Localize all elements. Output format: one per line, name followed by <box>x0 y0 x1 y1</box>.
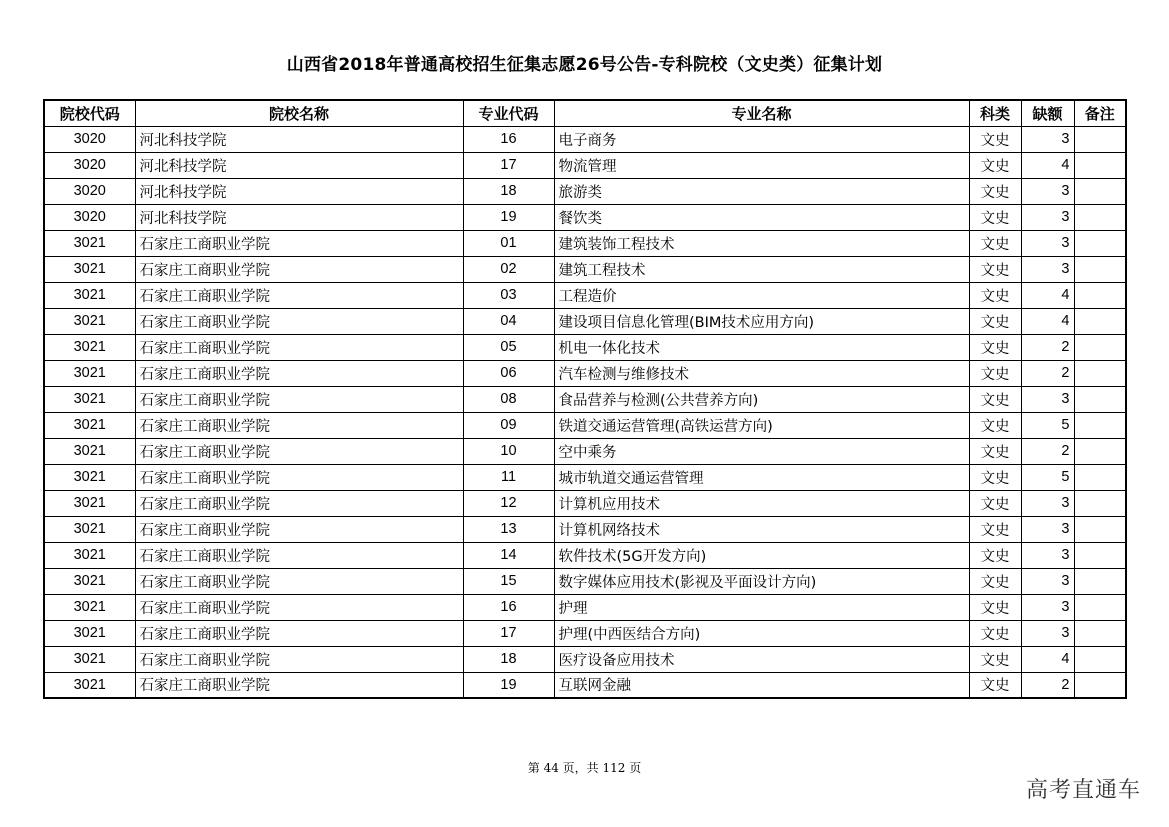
table-row <box>44 386 1126 412</box>
header-vacancy: 缺额 <box>1021 100 1074 126</box>
cell-category: 文史 <box>969 672 1021 698</box>
cell-school-name: 石家庄工商职业学院 <box>135 230 463 256</box>
table-row <box>44 256 1126 282</box>
cell-note <box>1074 126 1126 152</box>
cell-category: 文史 <box>969 490 1021 516</box>
header-school-code: 院校代码 <box>44 100 135 126</box>
cell-school-name: 石家庄工商职业学院 <box>135 334 463 360</box>
cell-major-name: 工程造价 <box>554 282 969 308</box>
cell-major-name: 建筑工程技术 <box>554 256 969 282</box>
cell-school-name: 石家庄工商职业学院 <box>135 620 463 646</box>
cell-vacancy: 2 <box>1021 672 1074 698</box>
cell-school-code: 3021 <box>44 438 135 464</box>
cell-vacancy: 4 <box>1021 646 1074 672</box>
cell-major-name: 电子商务 <box>554 126 969 152</box>
cell-note <box>1074 386 1126 412</box>
cell-category: 文史 <box>969 412 1021 438</box>
cell-category: 文史 <box>969 230 1021 256</box>
cell-major-name: 铁道交通运营管理(高铁运营方向) <box>554 412 969 438</box>
cell-major-code: 19 <box>463 672 554 698</box>
cell-category: 文史 <box>969 620 1021 646</box>
cell-vacancy: 2 <box>1021 334 1074 360</box>
cell-category: 文史 <box>969 438 1021 464</box>
table-row <box>44 438 1126 464</box>
cell-note <box>1074 438 1126 464</box>
cell-major-name: 空中乘务 <box>554 438 969 464</box>
table-row <box>44 620 1126 646</box>
cell-note <box>1074 620 1126 646</box>
cell-major-code: 10 <box>463 438 554 464</box>
cell-vacancy: 3 <box>1021 516 1074 542</box>
cell-vacancy: 3 <box>1021 620 1074 646</box>
cell-category: 文史 <box>969 542 1021 568</box>
table-row <box>44 230 1126 256</box>
cell-note <box>1074 412 1126 438</box>
cell-category: 文史 <box>969 516 1021 542</box>
cell-vacancy: 3 <box>1021 542 1074 568</box>
cell-category: 文史 <box>969 178 1021 204</box>
cell-school-name: 石家庄工商职业学院 <box>135 646 463 672</box>
cell-major-code: 17 <box>463 620 554 646</box>
cell-category: 文史 <box>969 386 1021 412</box>
cell-major-name: 护理(中西医结合方向) <box>554 620 969 646</box>
cell-major-name: 计算机网络技术 <box>554 516 969 542</box>
header-category: 科类 <box>969 100 1021 126</box>
cell-major-name: 建筑装饰工程技术 <box>554 230 969 256</box>
cell-note <box>1074 178 1126 204</box>
page-footer: 第 44 页，共 112 页 <box>527 761 642 775</box>
document-title: 山西省2018年普通高校招生征集志愿26号公告-专科院校（文史类）征集计划 <box>286 55 883 75</box>
cell-vacancy: 3 <box>1021 256 1074 282</box>
cell-school-code: 3020 <box>44 178 135 204</box>
cell-school-code: 3021 <box>44 256 135 282</box>
cell-school-code: 3021 <box>44 594 135 620</box>
cell-major-code: 14 <box>463 542 554 568</box>
cell-category: 文史 <box>969 152 1021 178</box>
cell-vacancy: 3 <box>1021 126 1074 152</box>
cell-major-code: 02 <box>463 256 554 282</box>
cell-vacancy: 3 <box>1021 178 1074 204</box>
cell-major-name: 医疗设备应用技术 <box>554 646 969 672</box>
cell-major-code: 03 <box>463 282 554 308</box>
cell-school-name: 石家庄工商职业学院 <box>135 438 463 464</box>
table-row <box>44 360 1126 386</box>
cell-category: 文史 <box>969 594 1021 620</box>
cell-school-name: 石家庄工商职业学院 <box>135 542 463 568</box>
cell-major-name: 软件技术(5G开发方向) <box>554 542 969 568</box>
cell-vacancy: 2 <box>1021 360 1074 386</box>
cell-vacancy: 3 <box>1021 230 1074 256</box>
cell-note <box>1074 490 1126 516</box>
cell-school-name: 石家庄工商职业学院 <box>135 282 463 308</box>
table-row <box>44 490 1126 516</box>
cell-vacancy: 3 <box>1021 568 1074 594</box>
cell-major-code: 18 <box>463 178 554 204</box>
table-row <box>44 568 1126 594</box>
cell-school-name: 石家庄工商职业学院 <box>135 386 463 412</box>
cell-major-code: 05 <box>463 334 554 360</box>
cell-category: 文史 <box>969 334 1021 360</box>
cell-major-name: 汽车检测与维修技术 <box>554 360 969 386</box>
cell-school-code: 3021 <box>44 230 135 256</box>
cell-major-code: 08 <box>463 386 554 412</box>
cell-major-name: 数字媒体应用技术(影视及平面设计方向) <box>554 568 969 594</box>
cell-note <box>1074 360 1126 386</box>
cell-school-code: 3021 <box>44 360 135 386</box>
table-row <box>44 594 1126 620</box>
cell-school-name: 石家庄工商职业学院 <box>135 490 463 516</box>
cell-major-name: 机电一体化技术 <box>554 334 969 360</box>
table-row <box>44 178 1126 204</box>
cell-school-name: 石家庄工商职业学院 <box>135 256 463 282</box>
cell-note <box>1074 542 1126 568</box>
cell-major-code: 13 <box>463 516 554 542</box>
cell-category: 文史 <box>969 464 1021 490</box>
cell-school-code: 3020 <box>44 126 135 152</box>
cell-school-code: 3021 <box>44 464 135 490</box>
table-row <box>44 412 1126 438</box>
cell-vacancy: 3 <box>1021 594 1074 620</box>
table-header-row <box>44 100 1126 126</box>
cell-major-name: 互联网金融 <box>554 672 969 698</box>
cell-school-code: 3021 <box>44 308 135 334</box>
cell-major-name: 护理 <box>554 594 969 620</box>
header-note: 备注 <box>1074 100 1126 126</box>
cell-major-code: 16 <box>463 126 554 152</box>
cell-school-name: 石家庄工商职业学院 <box>135 594 463 620</box>
cell-vacancy: 5 <box>1021 412 1074 438</box>
cell-school-code: 3020 <box>44 204 135 230</box>
cell-note <box>1074 204 1126 230</box>
cell-vacancy: 4 <box>1021 282 1074 308</box>
table-row <box>44 646 1126 672</box>
cell-note <box>1074 646 1126 672</box>
cell-major-code: 06 <box>463 360 554 386</box>
cell-category: 文史 <box>969 568 1021 594</box>
cell-school-name: 石家庄工商职业学院 <box>135 412 463 438</box>
table-row <box>44 542 1126 568</box>
cell-school-code: 3021 <box>44 412 135 438</box>
cell-note <box>1074 568 1126 594</box>
table-row <box>44 152 1126 178</box>
header-major-name: 专业名称 <box>554 100 969 126</box>
cell-note <box>1074 152 1126 178</box>
cell-school-name: 石家庄工商职业学院 <box>135 308 463 334</box>
cell-school-code: 3021 <box>44 646 135 672</box>
cell-note <box>1074 464 1126 490</box>
cell-vacancy: 2 <box>1021 438 1074 464</box>
cell-category: 文史 <box>969 646 1021 672</box>
cell-school-code: 3021 <box>44 568 135 594</box>
cell-major-name: 餐饮类 <box>554 204 969 230</box>
cell-major-code: 01 <box>463 230 554 256</box>
cell-school-code: 3021 <box>44 334 135 360</box>
cell-school-name: 河北科技学院 <box>135 204 463 230</box>
cell-school-code: 3021 <box>44 490 135 516</box>
cell-note <box>1074 516 1126 542</box>
cell-major-code: 09 <box>463 412 554 438</box>
cell-school-name: 石家庄工商职业学院 <box>135 464 463 490</box>
cell-note <box>1074 230 1126 256</box>
cell-vacancy: 3 <box>1021 386 1074 412</box>
cell-school-code: 3021 <box>44 516 135 542</box>
cell-major-code: 04 <box>463 308 554 334</box>
cell-category: 文史 <box>969 126 1021 152</box>
watermark-text: 高考直通车 <box>1025 778 1141 803</box>
cell-note <box>1074 672 1126 698</box>
cell-major-name: 建设项目信息化管理(BIM技术应用方向) <box>554 308 969 334</box>
table-row <box>44 308 1126 334</box>
cell-vacancy: 3 <box>1021 490 1074 516</box>
cell-major-code: 18 <box>463 646 554 672</box>
header-major-code: 专业代码 <box>463 100 554 126</box>
cell-school-code: 3021 <box>44 620 135 646</box>
table-row <box>44 204 1126 230</box>
cell-major-name: 旅游类 <box>554 178 969 204</box>
cell-school-name: 河北科技学院 <box>135 152 463 178</box>
cell-major-code: 16 <box>463 594 554 620</box>
cell-major-code: 15 <box>463 568 554 594</box>
cell-category: 文史 <box>969 282 1021 308</box>
cell-school-name: 石家庄工商职业学院 <box>135 516 463 542</box>
cell-vacancy: 5 <box>1021 464 1074 490</box>
cell-category: 文史 <box>969 360 1021 386</box>
cell-major-name: 城市轨道交通运营管理 <box>554 464 969 490</box>
cell-note <box>1074 282 1126 308</box>
cell-note <box>1074 594 1126 620</box>
cell-category: 文史 <box>969 308 1021 334</box>
cell-school-code: 3021 <box>44 386 135 412</box>
table-row <box>44 282 1126 308</box>
cell-major-code: 11 <box>463 464 554 490</box>
cell-major-name: 物流管理 <box>554 152 969 178</box>
cell-major-code: 12 <box>463 490 554 516</box>
cell-major-name: 计算机应用技术 <box>554 490 969 516</box>
table-row <box>44 334 1126 360</box>
table-row <box>44 464 1126 490</box>
table-row <box>44 516 1126 542</box>
cell-school-name: 石家庄工商职业学院 <box>135 360 463 386</box>
cell-major-name: 食品营养与检测(公共营养方向) <box>554 386 969 412</box>
table-row <box>44 126 1126 152</box>
cell-school-code: 3020 <box>44 152 135 178</box>
cell-vacancy: 4 <box>1021 152 1074 178</box>
cell-major-code: 17 <box>463 152 554 178</box>
cell-school-name: 石家庄工商职业学院 <box>135 672 463 698</box>
cell-category: 文史 <box>969 204 1021 230</box>
table-row <box>44 672 1126 698</box>
cell-school-code: 3021 <box>44 282 135 308</box>
cell-note <box>1074 308 1126 334</box>
cell-school-code: 3021 <box>44 542 135 568</box>
enrollment-plan-table <box>43 99 1127 699</box>
cell-vacancy: 3 <box>1021 204 1074 230</box>
cell-school-name: 河北科技学院 <box>135 178 463 204</box>
cell-major-code: 19 <box>463 204 554 230</box>
cell-school-name: 河北科技学院 <box>135 126 463 152</box>
header-school-name: 院校名称 <box>135 100 463 126</box>
cell-school-name: 石家庄工商职业学院 <box>135 568 463 594</box>
cell-school-code: 3021 <box>44 672 135 698</box>
cell-category: 文史 <box>969 256 1021 282</box>
cell-vacancy: 4 <box>1021 308 1074 334</box>
cell-note <box>1074 334 1126 360</box>
cell-note <box>1074 256 1126 282</box>
